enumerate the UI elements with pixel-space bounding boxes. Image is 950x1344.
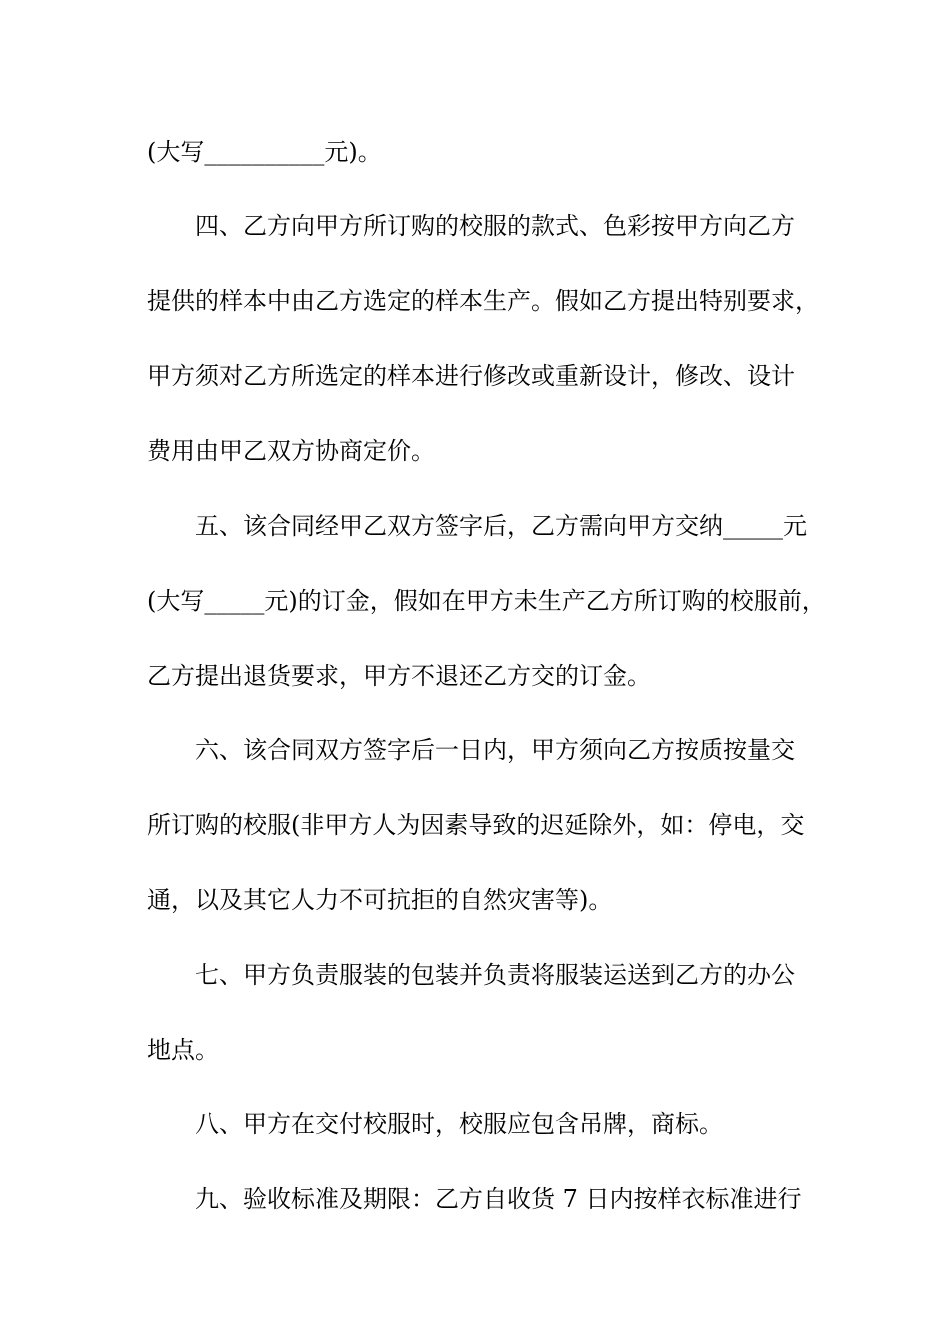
clause-9-line-1: 九、验收标准及期限：乙方自收货 7 日内按样衣标准进行 xyxy=(195,1185,802,1213)
clause-5-line-1: 五、该合同经甲乙双方签字后，乙方需向甲方交纳_____元 xyxy=(195,512,807,540)
clause-5-line-3: 乙方提出退货要求，甲方不退还乙方交的订金。 xyxy=(147,662,651,690)
clause-6-line-2: 所订购的校服(非甲方人为因素导致的迟延除外，如：停电，交 xyxy=(147,811,805,839)
clause-5-line-2: (大写_____元)的订金，假如在甲方未生产乙方所订购的校服前， xyxy=(147,587,826,615)
clause-4-line-3: 甲方须对乙方所选定的样本进行修改或重新设计，修改、设计 xyxy=(147,362,795,390)
clause-6-line-3: 通，以及其它人力不可抗拒的自然灾害等)。 xyxy=(147,886,613,914)
clause-7-line-1: 七、甲方负责服装的包装并负责将服装运送到乙方的办公 xyxy=(195,961,795,989)
clause-6-line-1: 六、该合同双方签字后一日内，甲方须向乙方按质按量交 xyxy=(195,736,795,764)
clause-7-line-2: 地点。 xyxy=(147,1036,219,1064)
clause-8-line-1: 八、甲方在交付校服时，校服应包含吊牌，商标。 xyxy=(195,1110,723,1138)
clause-4-line-1: 四、乙方向甲方所订购的校服的款式、色彩按甲方向乙方 xyxy=(195,212,795,240)
text-line-capital-amount: (大写__________元)。 xyxy=(147,138,382,166)
clause-4-line-2: 提供的样本中由乙方选定的样本生产。假如乙方提出特别要求， xyxy=(147,287,819,315)
clause-4-line-4: 费用由甲乙双方协商定价。 xyxy=(147,437,435,465)
